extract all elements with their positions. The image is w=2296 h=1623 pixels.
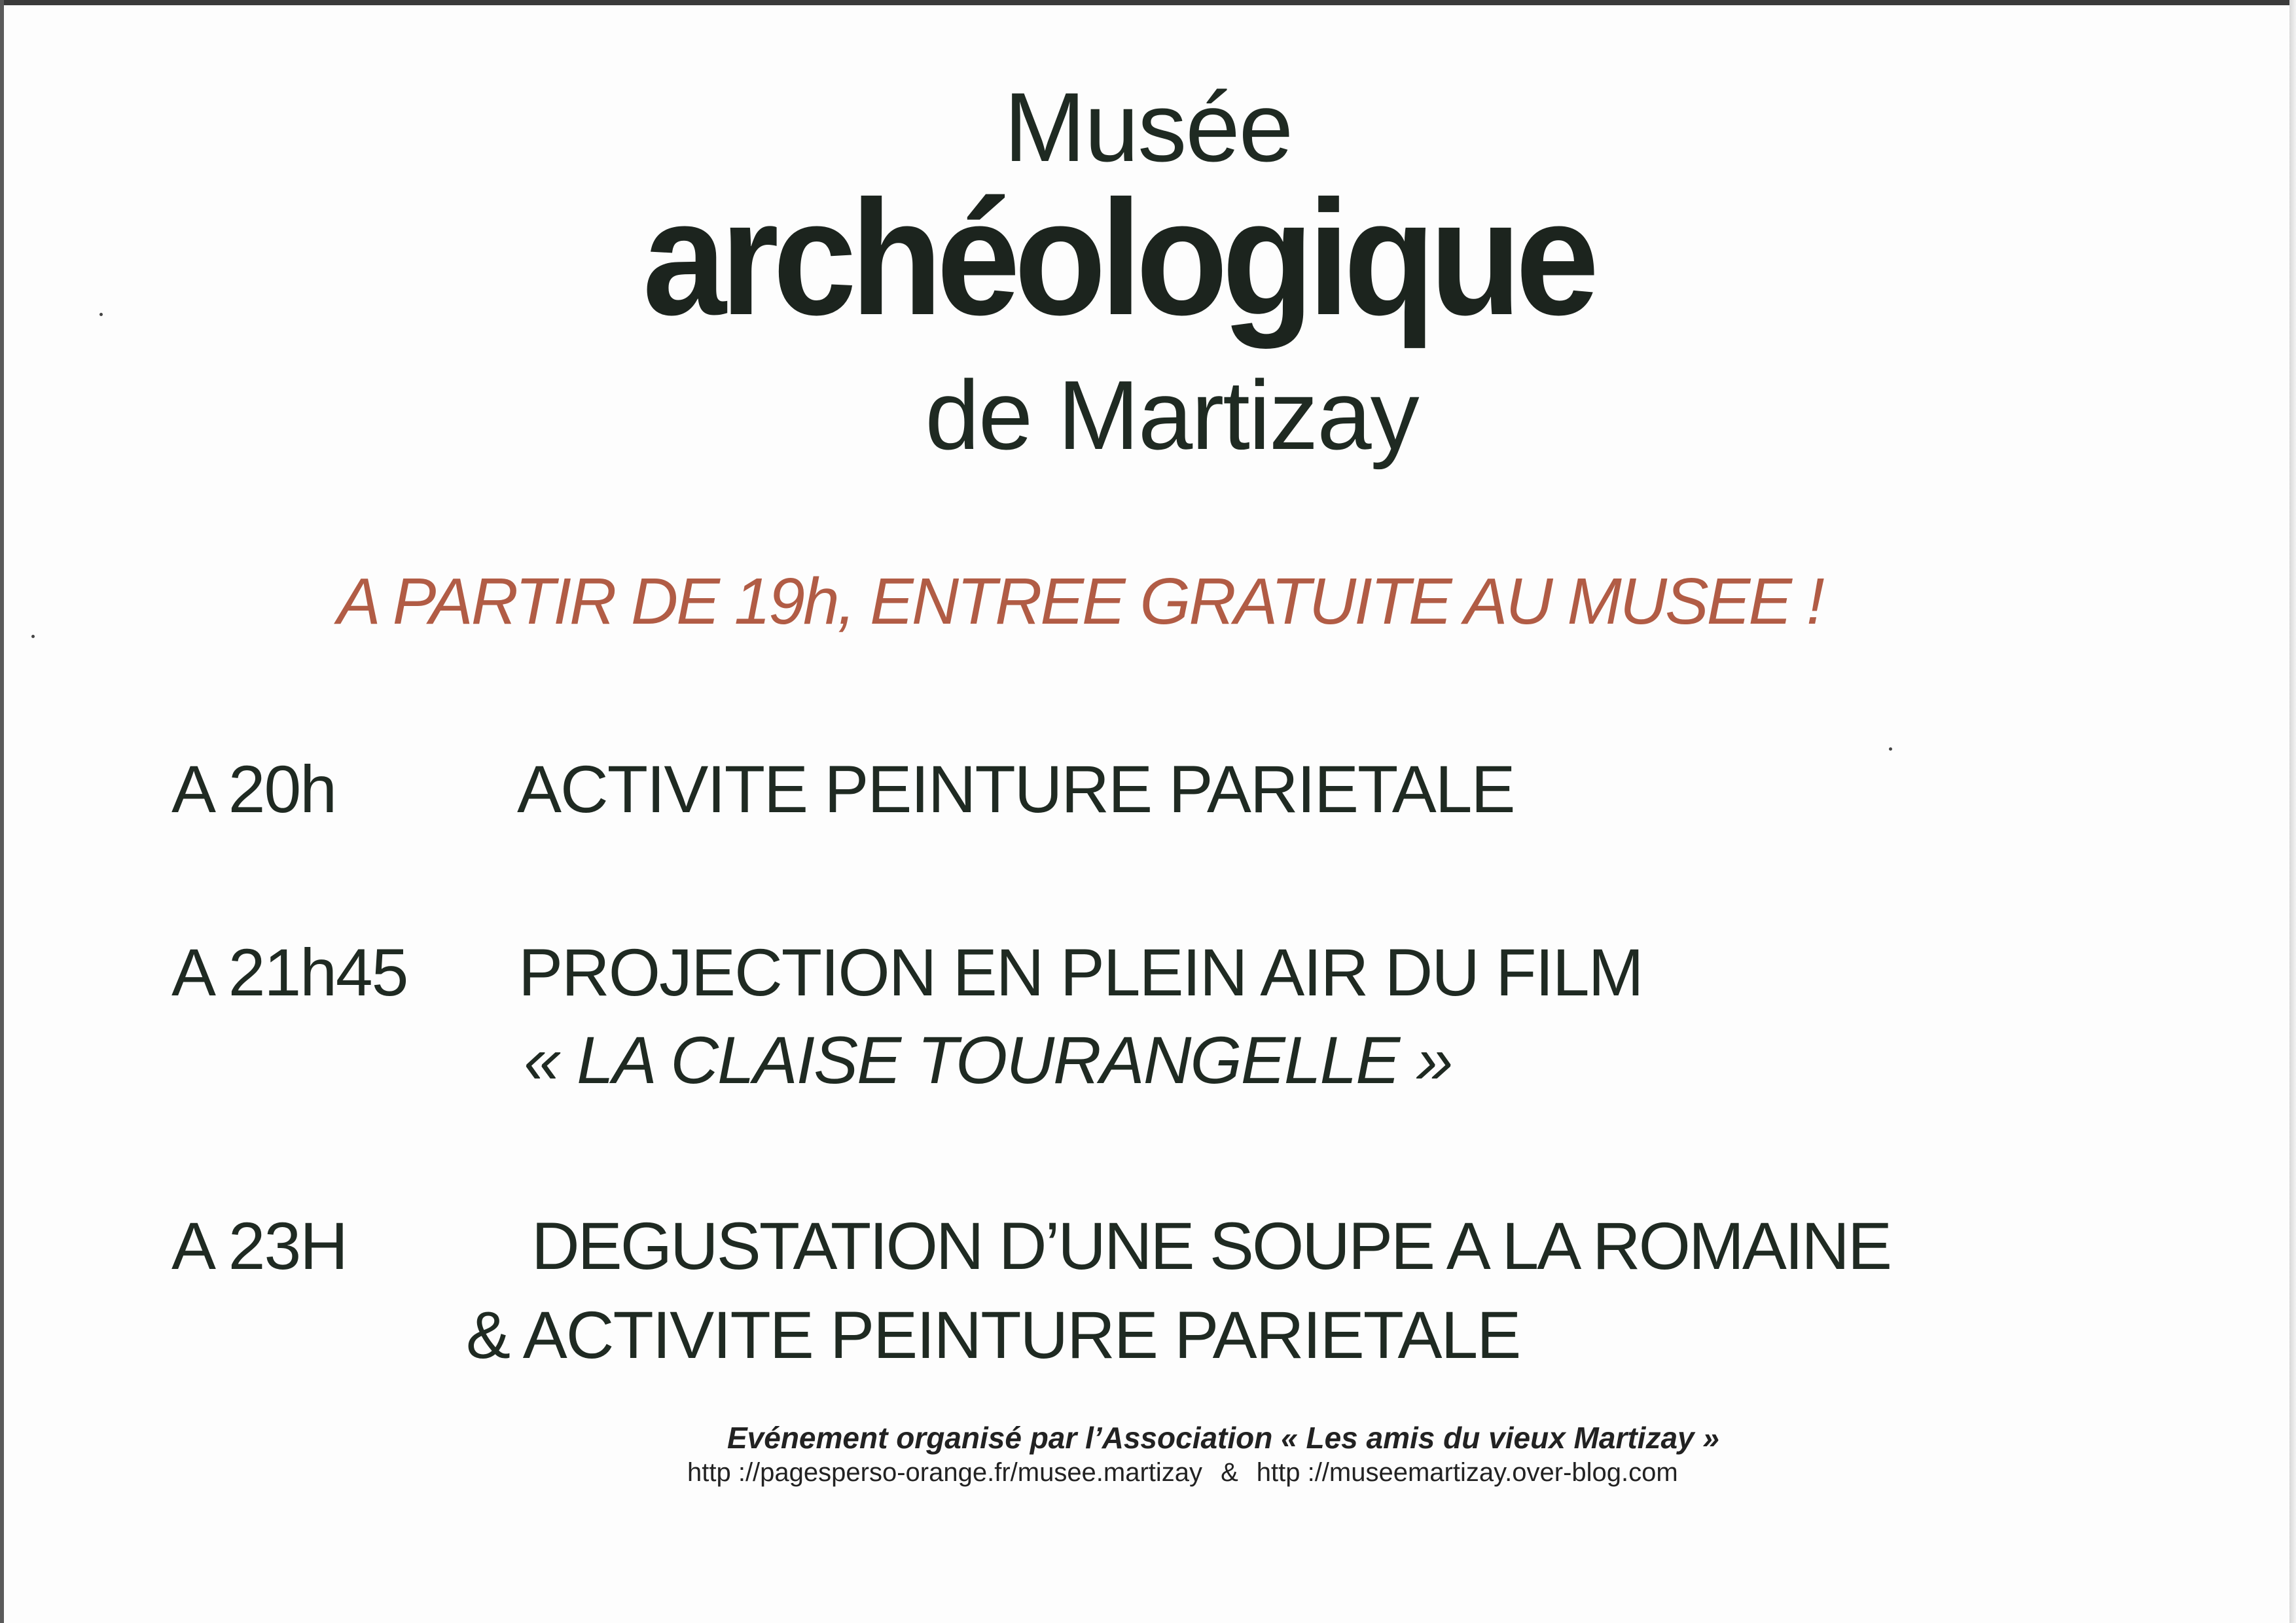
scan-edge-left <box>0 0 4 1623</box>
schedule-time-3: A 23H <box>171 1209 347 1283</box>
schedule-activity-1: ACTIVITE PEINTURE PARIETALE <box>517 752 1515 827</box>
schedule-time-2: A 21h45 <box>171 935 408 1010</box>
scan-edge-top <box>0 0 2296 5</box>
schedule-time-1: A 20h <box>171 752 336 827</box>
museum-website-link[interactable]: http ://pagesperso-orange.fr/musee.martizay <box>687 1458 1203 1487</box>
schedule-activity-3-line-2: & ACTIVITE PEINTURE PARIETALE <box>466 1298 1520 1372</box>
footer-links <box>687 1458 1678 1488</box>
museum-title-line-3: de Martizay <box>925 360 1418 470</box>
free-entry-headline: A PARTIR DE 19h, ENTREE GRATUITE AU MUSEE ! <box>337 565 1823 638</box>
museum-title-line-2: archéologique <box>642 166 1594 349</box>
scan-speck <box>1889 747 1892 751</box>
schedule-activity-3: DEGUSTATION D’UNE SOUPE A LA ROMAINE <box>531 1209 1890 1283</box>
scan-edge-right <box>2289 0 2296 1623</box>
scan-speck <box>31 635 35 638</box>
museum-title-line-1: Musée <box>1003 72 1293 182</box>
museum-blog-link[interactable]: http ://museemartizay.over-blog.com <box>1256 1458 1678 1487</box>
organizer-credit: Evénement organisé par l’Association « Les amis du vieux Martizay » <box>726 1421 1719 1455</box>
links-separator: & <box>1221 1458 1238 1487</box>
schedule-film-title: « LA CLAISE TOURANGELLE » <box>524 1023 1452 1097</box>
schedule-activity-2: PROJECTION EN PLEIN AIR DU FILM <box>518 935 1643 1010</box>
